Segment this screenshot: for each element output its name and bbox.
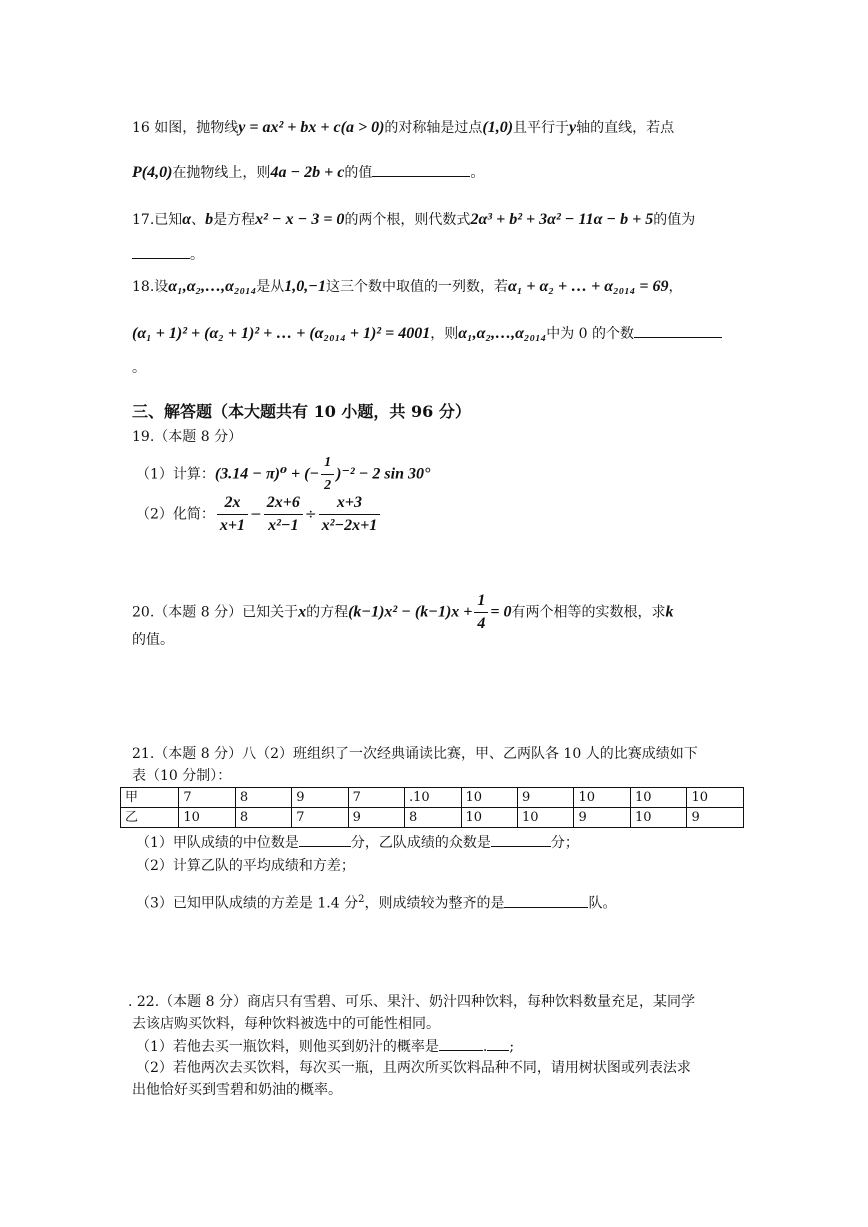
q16-text: 在抛物线上，则 <box>172 165 271 181</box>
q19-expression: )⁻² − 2 sin 30° <box>336 465 431 483</box>
table-cell: 9 <box>518 788 574 808</box>
table-cell: 10 <box>574 788 630 808</box>
x-variable: x <box>298 603 307 621</box>
q21-text: 分，乙队成绩的众数是 <box>350 835 491 851</box>
q22-part2-line2: 出他恰好买到雪碧和奶油的概率。 <box>132 1082 342 1098</box>
q16-end: 。 <box>470 165 485 181</box>
q17-text: 的两个根，则代数式 <box>344 212 471 228</box>
table-cell: 9 <box>292 788 348 808</box>
y-variable: y <box>569 119 577 136</box>
table-cell: 10 <box>687 788 744 808</box>
table-cell: 9 <box>348 808 404 828</box>
q16-text: 且平行于 <box>513 120 570 136</box>
fraction-numerator: 1 <box>474 590 488 613</box>
fraction-denominator: x²−1 <box>268 517 299 534</box>
q19-part1 <box>136 452 431 493</box>
q20-line1 <box>132 590 674 635</box>
q17-text: 17.已知 <box>132 212 183 228</box>
q17-expression: 2α³ + b² + 3α² − 11α − b + 5 <box>470 211 654 228</box>
answer-blank[interactable] <box>487 1036 509 1051</box>
q18-end: 。 <box>132 360 146 376</box>
q17-line2 <box>132 244 204 265</box>
q22-text: （1）若他去买一瓶饮料，则他买到奶汁的概率是 <box>136 1039 439 1055</box>
sequence: α₁,α₂,…,α₂₀₁₄ <box>458 325 547 342</box>
quadratic-equation: x² − x − 3 = 0 <box>255 211 345 228</box>
fraction-2 <box>264 492 303 537</box>
table-cell: 8 <box>235 808 291 828</box>
q21-text: 队。 <box>588 895 617 912</box>
alpha-variable: α <box>182 211 192 228</box>
q18-line1 <box>132 277 683 297</box>
table-cell: 10 <box>518 808 574 828</box>
q19-part1-label: （1）计算： <box>136 466 215 483</box>
q17-text: 是方程 <box>213 212 256 228</box>
table-cell: 9 <box>687 808 744 828</box>
q18-line3 <box>132 358 146 378</box>
table-row <box>121 808 744 828</box>
q17-text: 、 <box>191 212 206 228</box>
q16-text: 的对称轴是过点 <box>384 120 483 136</box>
q16-text: 轴的直线，若点 <box>576 120 675 136</box>
point-p: P(4,0) <box>132 164 173 181</box>
q18-text: ， <box>668 279 683 295</box>
q22-line2: 去该店购买饮料，每种饮料被选中的可能性相同。 <box>132 1016 440 1032</box>
answer-blank[interactable] <box>372 162 470 177</box>
q16-expression: 4a − 2b + c <box>270 164 345 181</box>
q21-text: ，则成绩较为整齐的是 <box>364 895 505 912</box>
table-cell: 10 <box>630 788 686 808</box>
answer-blank[interactable] <box>132 244 190 259</box>
table-cell: 8 <box>235 788 291 808</box>
table-cell: 7 <box>292 808 348 828</box>
q22-part2-line1: （2）若他两次去买饮料，每次买一瓶，且两次所买饮料品种不同，请用树状图或列表法求 <box>136 1060 691 1076</box>
fraction-numerator: 1 <box>321 452 334 475</box>
q18-text: ，则 <box>430 326 459 342</box>
table-cell: .10 <box>404 788 461 808</box>
answer-blank[interactable] <box>299 832 351 847</box>
q22-text: ; <box>509 1039 515 1055</box>
answer-blank[interactable] <box>504 893 588 908</box>
q22-line1: . 22.（本题 8 分）商店只有雪碧、可乐、果汁、奶汁四种饮料，每种饮料数量充足，某同学 <box>128 994 695 1010</box>
superscript: 2 <box>358 894 365 905</box>
q21-part1 <box>136 832 579 853</box>
sequence: α₁,α₂,…,α₂₀₁₄ <box>168 278 257 295</box>
table-cell: 10 <box>179 808 235 828</box>
q19-expression: (3.14 − π)⁰ + (− <box>214 465 320 483</box>
q18-text: 这三个数中取值的一列数，若 <box>326 279 508 295</box>
q21-text: （1）甲队成绩的中位数是 <box>136 835 299 851</box>
q21-text: 分； <box>550 835 579 851</box>
fraction-denominator: 2 <box>324 478 332 493</box>
fraction-numerator: 2x+6 <box>264 492 303 515</box>
fraction-1 <box>217 492 248 537</box>
fraction-denominator: 4 <box>477 615 486 632</box>
table-cell: 10 <box>630 808 686 828</box>
fraction-half <box>321 452 334 497</box>
q21-text: （3）已知甲队成绩的方差是 1.4 分 <box>136 895 359 912</box>
fraction-numerator: 2x <box>217 492 248 515</box>
table-cell: 10 <box>461 808 517 828</box>
table-row <box>121 788 744 808</box>
minus-sign: − <box>250 506 262 523</box>
fraction-quarter <box>474 590 488 635</box>
q17-end: 。 <box>190 247 204 263</box>
sum-of-squares-equation: (α₁ + 1)² + (α₂ + 1)² + … + (α₂₀₁₄ + 1)² = 4001 <box>132 325 431 342</box>
q18-text: 中为 0 的个数 <box>546 326 635 342</box>
table-cell: 9 <box>574 808 630 828</box>
q16-text: 的值 <box>344 165 373 181</box>
b-variable: b <box>205 211 214 228</box>
table-cell: 8 <box>404 808 461 828</box>
point-1-0: (1,0) <box>482 119 514 136</box>
answer-blank[interactable] <box>439 1036 483 1051</box>
q17-line1 <box>132 210 695 230</box>
k-variable: k <box>665 603 674 621</box>
q19-part2 <box>136 492 382 537</box>
fraction-denominator: x+1 <box>219 517 246 534</box>
table-cell: 乙 <box>121 808 179 828</box>
fraction-numerator: x+3 <box>319 492 381 515</box>
fraction-3 <box>319 492 381 537</box>
value-set: 1,0,−1 <box>284 278 326 295</box>
q16-text: 16 如图，抛物线 <box>132 120 239 136</box>
q21-line2: 表（10 分制）： <box>132 768 232 784</box>
q20-equation: = 0 <box>490 603 512 621</box>
q21-line1: 21.（本题 8 分）八（2）班组织了一次经典诵读比赛，甲、乙两队各 10 人的比赛成绩如下 <box>132 746 698 762</box>
q17-text: 的值为 <box>653 212 696 228</box>
sum-equation: α₁ + α₂ + … + α₂₀₁₄ = 69 <box>508 278 669 295</box>
q18-text: 是从 <box>256 279 285 295</box>
q16-line1 <box>132 118 674 138</box>
q20-equation: (k−1)x² − (k−1)x + <box>348 603 473 621</box>
table-cell: 7 <box>179 788 235 808</box>
q20-text: 20.（本题 8 分）已知关于 <box>132 604 299 621</box>
q19-part2-label: （2）化简： <box>136 506 215 523</box>
table-cell: 7 <box>348 788 404 808</box>
answer-blank[interactable] <box>491 832 551 847</box>
q20-text: 的方程 <box>306 604 349 621</box>
fraction-denominator: x²−2x+1 <box>321 517 378 534</box>
section-heading: 三、解答题（本大题共有 10 小题，共 96 分） <box>132 402 471 421</box>
parabola-equation: y = ax² + bx + c(a > 0) <box>238 119 385 136</box>
q20-text: 有两个相等的实数根，求 <box>511 604 666 621</box>
q22-text: . <box>482 1039 488 1055</box>
answer-blank[interactable] <box>634 323 722 338</box>
q18-line2 <box>132 323 722 344</box>
q22-part1 <box>136 1036 514 1057</box>
q18-text: 18.设 <box>132 279 169 295</box>
score-table <box>120 787 744 828</box>
q20-line2: 的值。 <box>132 632 174 648</box>
q19-title: 19.（本题 8 分） <box>132 429 243 445</box>
divide-sign: ÷ <box>304 506 317 523</box>
q21-part2: （2）计算乙队的平均成绩和方差； <box>136 858 355 874</box>
q16-line2 <box>132 162 484 183</box>
q21-part3 <box>136 890 616 914</box>
table-cell: 甲 <box>121 788 179 808</box>
table-cell: 10 <box>461 788 517 808</box>
